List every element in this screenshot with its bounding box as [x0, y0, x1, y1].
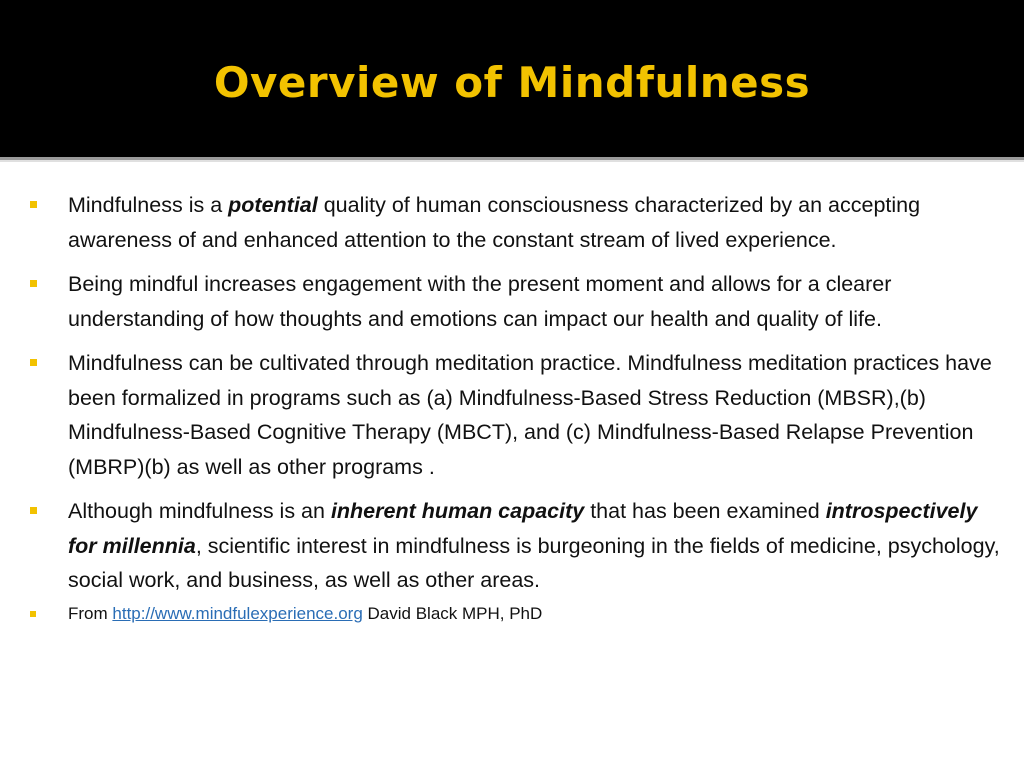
- bullet-text: Although mindfulness is an: [68, 499, 331, 523]
- bullet-item-source: [30, 602, 1010, 626]
- bullet-text: Being mindful increases engagement with the present moment and allows for a clearer understanding of how thoughts and emotions can impact our health and quality of life.: [68, 272, 892, 331]
- square-bullet-icon: [30, 359, 37, 366]
- square-bullet-icon: [30, 507, 37, 514]
- bullet-item-benefits: [30, 267, 1010, 336]
- bullet-list: [30, 188, 1010, 636]
- slide-title: Overview of Mindfulness: [213, 58, 811, 107]
- bullet-emphasis: potential: [228, 193, 318, 217]
- bullet-text: Mindfulness is a: [68, 193, 229, 217]
- square-bullet-icon: [30, 201, 37, 208]
- bullet-item-definition: [30, 188, 1010, 257]
- bullet-text: , scientific interest in mindfulness is burgeoning in the fields of medicine, psychology, social work, and business, as well as other areas.: [68, 533, 1000, 592]
- bullet-emphasis: inherent human capacity: [330, 499, 585, 523]
- square-bullet-icon: [30, 280, 37, 287]
- bullet-item-research: [30, 494, 1010, 598]
- bullet-item-programs: [30, 346, 1010, 484]
- title-bar: [0, 0, 1024, 157]
- square-bullet-icon: [30, 611, 36, 617]
- source-prefix: From: [68, 603, 113, 623]
- bullet-text: Mindfulness can be cultivated through meditation practice. Mindfulness meditation practices have been formalized in programs such as (a) Mindfulness-Based Stress Reduction (MBSR),(b) Mindfulness-Based Cognitive Therapy (MBCT), and (c) Mindfulness-Based Relapse Prevention (MBRP)(b) as well as other programs .: [68, 351, 992, 479]
- bullet-text: quality of human consciousness characterized by an accepting awareness of and enhanced attention to the constant stream of lived experience.: [68, 193, 921, 252]
- slide-body: [0, 162, 1024, 768]
- source-author: David Black MPH, PhD: [362, 603, 543, 623]
- bullet-emphasis: introspectively for millennia: [68, 499, 978, 558]
- source-link[interactable]: http://www.mindfulexperience.org: [112, 603, 363, 623]
- bullet-text: that has been examined: [584, 499, 826, 523]
